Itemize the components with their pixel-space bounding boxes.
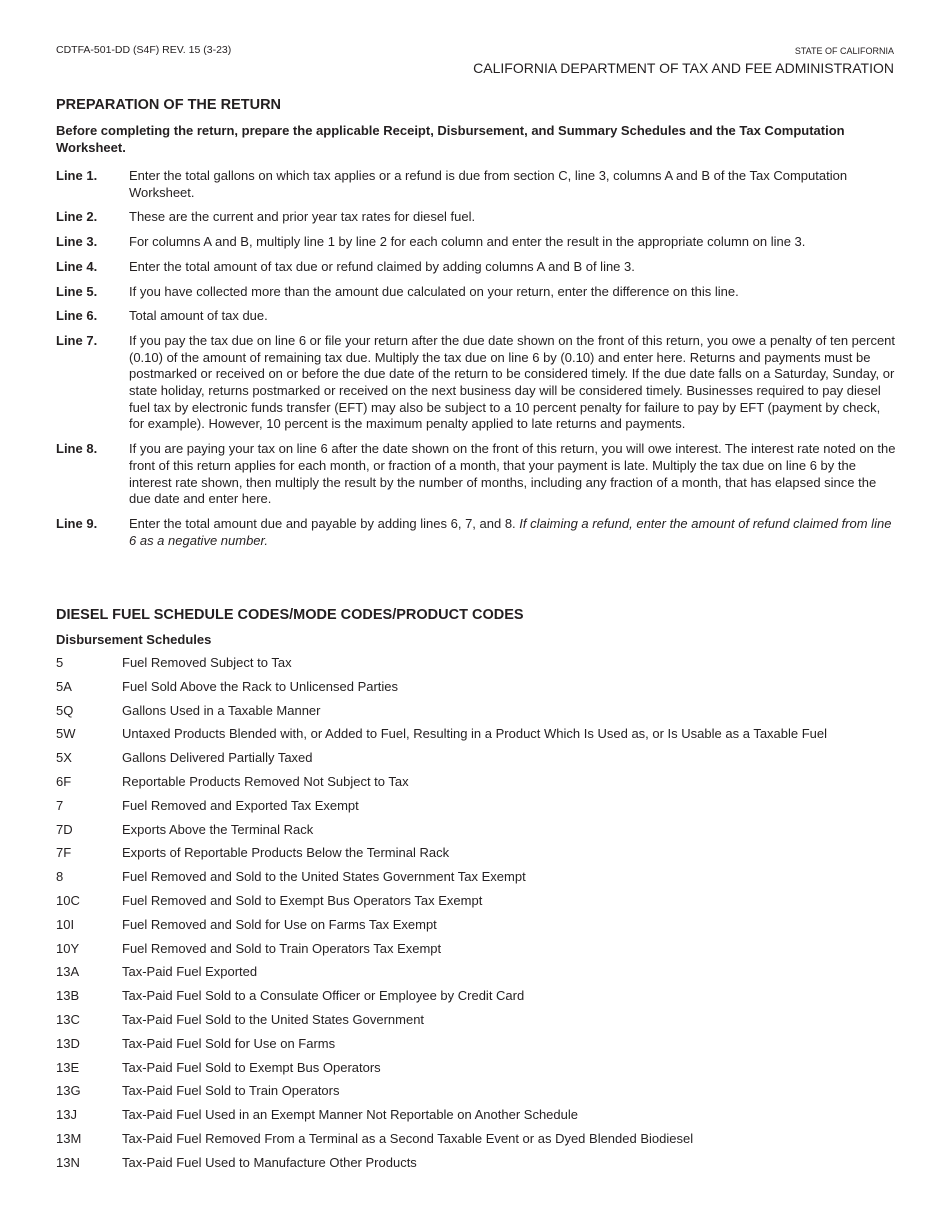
line-instruction [56,234,896,251]
schedule-code: 13G [56,1083,81,1099]
line-text [129,209,896,226]
schedule-code-row [56,917,916,941]
schedule-code: 10I [56,916,75,932]
schedule-code: 13D [56,1035,80,1051]
form-id: CDTFA-501-DD (S4F) REV. 15 (3-23) [56,44,232,56]
schedule-code-row [56,655,916,679]
line-text-main: Total amount of tax due. [129,308,268,324]
line-label: Line 6. [56,308,98,324]
line-text [129,168,896,201]
line-instruction [56,333,896,433]
line-instruction [56,441,896,508]
schedule-code: 13C [56,1011,80,1027]
schedule-description: Gallons Used in a Taxable Manner [122,702,321,718]
schedule-description: Tax-Paid Fuel Sold to the United States Government [122,1011,425,1027]
schedule-code: 13A [56,964,80,980]
schedule-code-row [56,1155,916,1179]
schedule-code-row [56,893,916,917]
schedule-codes-list [56,655,916,1179]
schedule-description: Untaxed Products Blended with, or Added to Fuel, Resulting in a Product Which Is Used as, or Is Usable as a Taxable Fuel [122,726,828,742]
schedule-code-row [56,941,916,965]
schedule-description: Tax-Paid Fuel Sold to Train Operators [122,1083,340,1099]
schedule-code: 5X [56,750,72,766]
schedule-description: Tax-Paid Fuel Used in an Exempt Manner Not Reportable on Another Schedule [122,1107,578,1123]
schedule-description: Tax-Paid Fuel Sold to a Consulate Officer or Employee by Credit Card [122,988,525,1004]
schedule-description: Tax-Paid Fuel Used to Manufacture Other Products [122,1154,417,1170]
schedule-code: 8 [56,869,64,885]
schedule-code: 6F [56,773,72,789]
schedule-code-row [56,845,916,869]
line-instruction [56,259,896,276]
schedule-code: 10C [56,892,80,908]
schedule-code-row [56,679,916,703]
line-text-main: If you pay the tax due on line 6 or file your return after the due date shown on the front of this return, you owe a penalty of ten percent (0.10) of the amount of remaining tax due. Multiply the tax due on line 6 by (0.10) and enter here. Returns and payments must be postmarked or received on or before the due date of the return to be considered timely. If the due date falls on a Saturday, Sunday, or state holiday, returns postmarked or received on the next business day will be considered timely. Businesses required to pay diesel fuel tax by electronic funds transfer (EFT) may also be subject to a 10 percent penalty for failure to pay by EFT (payment by check, for example). However, 10 percent is the maximum penalty applied to late returns and payments. [129,332,896,432]
line-label: Line 8. [56,441,98,457]
line-text-main: Enter the total amount of tax due or refund claimed by adding columns A and B of line 3. [129,258,635,274]
schedule-description: Fuel Removed and Exported Tax Exempt [122,797,359,813]
schedule-description: Fuel Removed and Sold for Use on Farms Tax Exempt [122,916,437,932]
schedule-code: 13E [56,1059,80,1075]
line-text-main: Enter the total amount due and payable by adding lines 6, 7, and 8. [129,515,520,531]
line-label: Line 5. [56,283,98,299]
line-text [129,308,896,325]
line-text [129,284,896,301]
schedule-description: Fuel Removed and Sold to the United States Government Tax Exempt [122,869,526,885]
line-text-main: Enter the total gallons on which tax applies or a refund is due from section C, line 3, columns A and B of the Tax Computation Worksheet. [129,168,848,200]
schedule-description: Fuel Removed and Sold to Train Operators Tax Exempt [122,940,442,956]
line-text [129,516,896,549]
schedule-code-row [56,869,916,893]
schedule-code-row [56,750,916,774]
line-instruction [56,284,896,301]
line-label: Line 3. [56,234,98,250]
line-text-main: These are the current and prior year tax rates for diesel fuel. [129,209,476,225]
line-text-main: If you have collected more than the amount due calculated on your return, enter the difference on this line. [129,283,739,299]
schedule-description: Reportable Products Removed Not Subject to Tax [122,773,409,789]
schedule-description: Tax-Paid Fuel Sold to Exempt Bus Operators [122,1059,381,1075]
schedule-code: 13N [56,1154,80,1170]
schedule-code-row [56,1036,916,1060]
line-label: Line 2. [56,209,98,225]
schedule-code: 5Q [56,702,74,718]
line-instructions [56,168,896,557]
schedule-description: Gallons Delivered Partially Taxed [122,750,313,766]
schedule-description: Tax-Paid Fuel Exported [122,964,258,980]
schedule-description: Fuel Removed Subject to Tax [122,655,292,670]
schedule-description: Fuel Removed and Sold to Exempt Bus Operators Tax Exempt [122,892,483,908]
schedule-description: Tax-Paid Fuel Removed From a Terminal as a Second Taxable Event or as Dyed Blended Biodiesel [122,1130,694,1146]
schedule-description: Fuel Sold Above the Rack to Unlicensed Parties [122,678,399,694]
line-instruction [56,209,896,226]
disbursement-schedules-heading: Disbursement Schedules [56,632,212,647]
preparation-intro: Before completing the return, prepare the applicable Receipt, Disbursement, and Summary Schedules and the Tax Computation Worksheet. [56,123,845,155]
schedule-code-row [56,798,916,822]
state-label: STATE OF CALIFORNIA [794,46,894,56]
schedule-code: 5A [56,678,72,694]
line-instruction [56,308,896,325]
schedule-code-row [56,726,916,750]
schedule-code-row [56,1083,916,1107]
schedule-code-row [56,1012,916,1036]
line-text-italic: If claiming a refund, enter the amount of refund claimed from line 6 as a negative number. [129,515,892,548]
schedule-description: Tax-Paid Fuel Sold for Use on Farms [122,1035,336,1051]
schedule-code: 10Y [56,940,80,956]
schedule-code-row [56,988,916,1012]
schedule-code-row [56,822,916,846]
schedule-description: Exports Above the Terminal Rack [122,821,314,837]
line-instruction [56,168,896,201]
line-label: Line 7. [56,332,98,348]
line-text-main: If you are paying your tax on line 6 after the date shown on the front of this return, you will owe interest. The interest rate noted on the front of this return applies for each month, or fraction of a month, that your payment is late. Multiply the tax due on line 6 by the interest rate shown, then multiply the result by the number of months, including any fraction of a month, that has elapsed since the due date and enter here. [129,441,896,507]
line-text [129,441,896,508]
schedule-code: 5 [56,655,64,670]
schedule-code-row [56,964,916,988]
schedule-code: 5W [56,726,76,742]
line-text [129,259,896,276]
line-text [129,333,896,433]
codes-title: DIESEL FUEL SCHEDULE CODES/MODE CODES/PRODUCT CODES [56,607,524,623]
schedule-code-row [56,774,916,798]
department-name: CALIFORNIA DEPARTMENT OF TAX AND FEE ADMINISTRATION [473,60,894,76]
line-label: Line 4. [56,258,98,274]
line-text [129,234,896,251]
schedule-code-row [56,1131,916,1155]
schedule-code: 7D [56,821,73,837]
schedule-code-row [56,703,916,727]
schedule-code: 13M [56,1130,82,1146]
line-label: Line 9. [56,515,98,531]
schedule-code-row [56,1107,916,1131]
schedule-code-row [56,1060,916,1084]
preparation-title: PREPARATION OF THE RETURN [56,97,282,113]
line-label: Line 1. [56,168,98,183]
schedule-code: 7 [56,797,64,813]
schedule-description: Exports of Reportable Products Below the Terminal Rack [122,845,450,861]
line-text-main: For columns A and B, multiply line 1 by line 2 for each column and enter the result in the appropriate column on line 3. [129,234,806,250]
schedule-code: 7F [56,845,72,861]
schedule-code: 13B [56,988,80,1004]
schedule-code: 13J [56,1107,77,1123]
line-instruction [56,516,896,549]
